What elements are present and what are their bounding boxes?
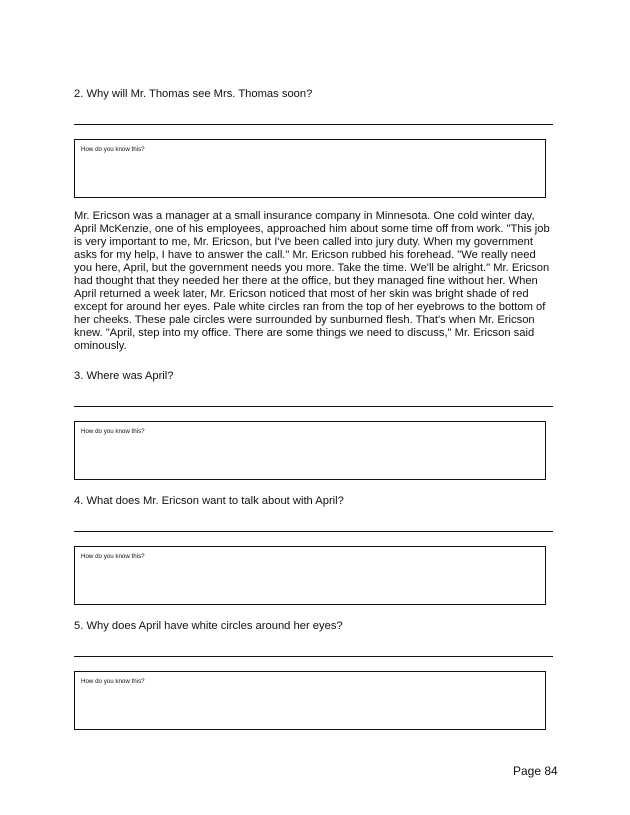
question-2-answer-line[interactable] bbox=[74, 124, 553, 125]
question-3-answer-line[interactable] bbox=[74, 406, 553, 407]
question-3-box-label: How do you know this? bbox=[81, 428, 145, 435]
passage-line: April McKenzie, one of his employees, approached him about some time off from work. "This job bbox=[74, 223, 550, 235]
question-4-box-label: How do you know this? bbox=[81, 553, 145, 560]
passage-line: April returned a week later, Mr. Ericson noticed that most of her skin was bright shade of red bbox=[74, 288, 529, 300]
question-5-answer-line[interactable] bbox=[74, 656, 553, 657]
question-4-explanation-box[interactable] bbox=[74, 546, 546, 605]
question-2-explanation-box[interactable] bbox=[74, 139, 546, 198]
passage-line: except for around her eyes. Pale white circles ran from the top of her eyebrows to the bottom of bbox=[74, 301, 546, 313]
passage-line: you here, April, but the government needs you more. Take the time. We'll be alright." Mr. Ericson bbox=[74, 262, 550, 274]
question-2-box-label: How do you know this? bbox=[81, 146, 145, 153]
passage-line: is very important to me, Mr. Ericson, but I've been called into jury duty. When my government bbox=[74, 236, 533, 248]
question-3-prompt: 3. Where was April? bbox=[74, 370, 174, 382]
question-3-explanation-box[interactable] bbox=[74, 421, 546, 480]
page-number: Page 84 bbox=[513, 764, 558, 778]
question-5-explanation-box[interactable] bbox=[74, 671, 546, 730]
passage-line: Mr. Ericson was a manager at a small insurance company in Minnesota. One cold winter day, bbox=[74, 210, 535, 222]
passage-line: knew. "April, step into my office. There are some things we need to discuss," Mr. Ericson said bbox=[74, 327, 535, 339]
passage-line: ominously. bbox=[74, 340, 127, 352]
passage-line: had thought that they needed her there at the office, but they managed fine without her. When bbox=[74, 275, 538, 287]
question-2-prompt: 2. Why will Mr. Thomas see Mrs. Thomas soon? bbox=[74, 88, 313, 100]
question-5-prompt: 5. Why does April have white circles around her eyes? bbox=[74, 620, 343, 632]
question-4-prompt: 4. What does Mr. Ericson want to talk about with April? bbox=[74, 495, 344, 507]
passage-line: her cheeks. These pale circles were surrounded by sunburned flesh. That's when Mr. Ericson bbox=[74, 314, 535, 326]
reading-passage bbox=[74, 210, 554, 353]
question-4-answer-line[interactable] bbox=[74, 531, 553, 532]
passage-line: asks for my help, I have to answer the call." Mr. Ericson rubbed his forehead. "We really need bbox=[74, 249, 536, 261]
question-5-box-label: How do you know this? bbox=[81, 678, 145, 685]
